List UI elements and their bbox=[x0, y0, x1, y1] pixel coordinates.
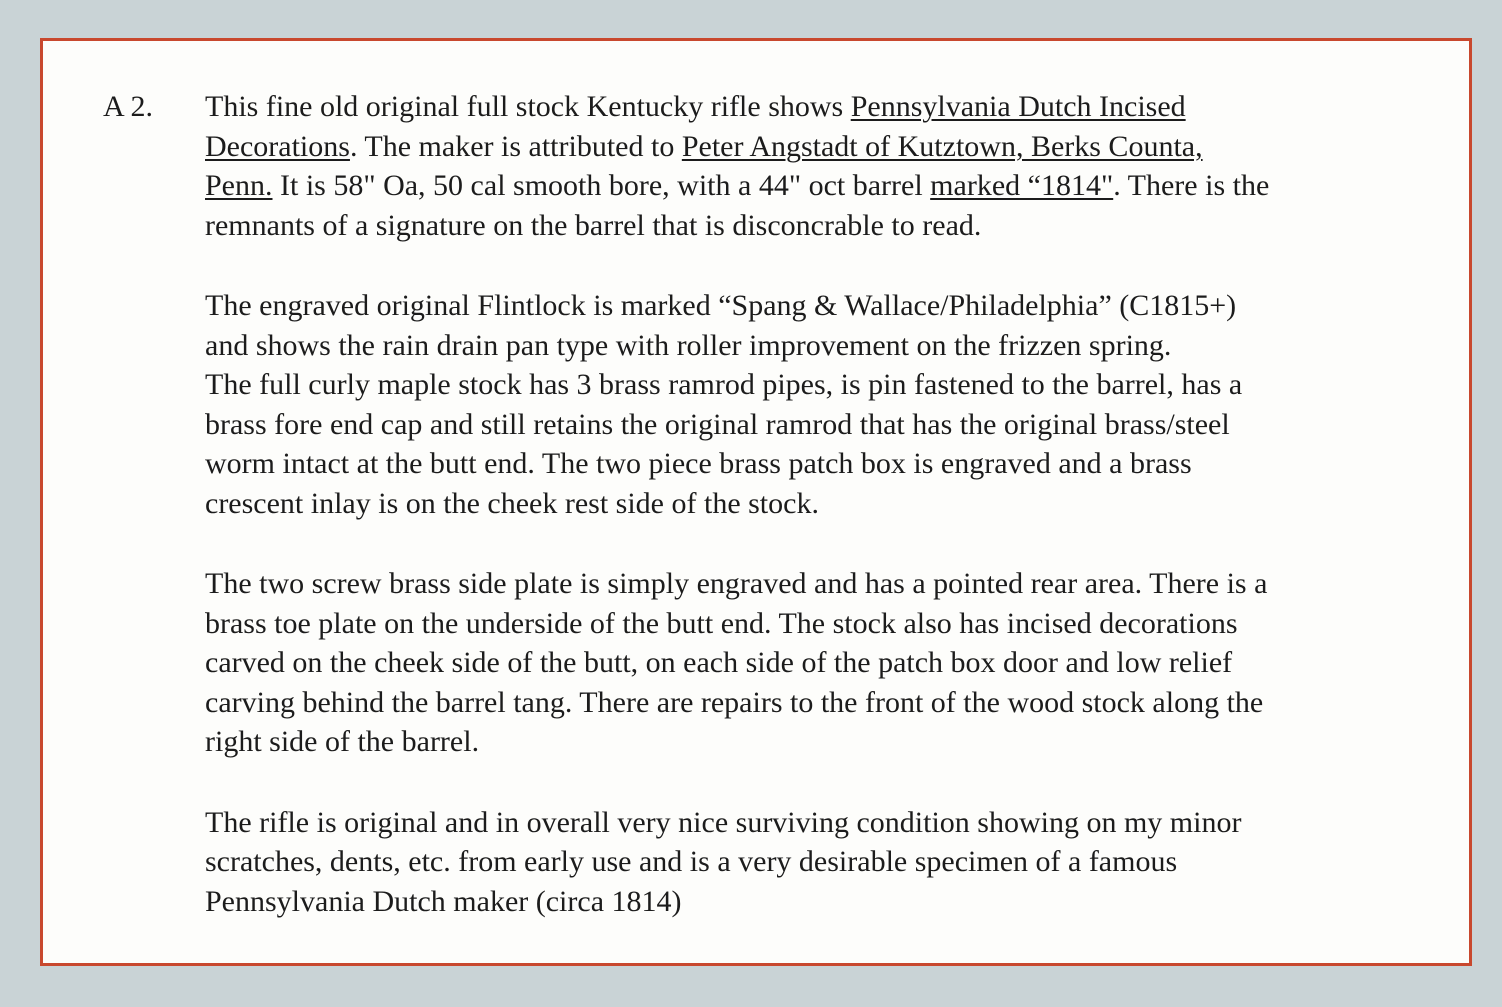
paragraph bbox=[205, 564, 1445, 762]
text-segment: and shows the rain drain pan type with roller improvement on the frizzen spring. bbox=[205, 328, 1172, 362]
text-segment: scratches, dents, etc. from early use and is a very desirable specimen of a famous bbox=[205, 845, 1178, 878]
description-card bbox=[40, 38, 1472, 966]
paragraph bbox=[205, 87, 1445, 245]
text-segment: The full curly maple stock has 3 brass ramrod pipes, is pin fastened to the barrel, has a bbox=[205, 368, 1243, 401]
text-line bbox=[205, 803, 1445, 843]
text-segment: . The maker is attributed to bbox=[349, 129, 682, 163]
text-line bbox=[205, 484, 1445, 524]
text-line bbox=[205, 842, 1445, 882]
text-line bbox=[205, 405, 1445, 445]
text-segment: . There is the bbox=[1113, 169, 1270, 202]
text-line bbox=[205, 286, 1445, 326]
text-line bbox=[205, 87, 1445, 127]
text-line bbox=[205, 365, 1445, 405]
text-line bbox=[205, 643, 1445, 683]
text-line bbox=[205, 604, 1445, 644]
text-segment: This fine old original full stock Kentucky rifle shows bbox=[205, 90, 851, 123]
text-segment: It is 58" Oa, 50 cal smooth bore, with a 44" oct barrel bbox=[272, 169, 931, 202]
text-segment: carving behind the barrel tang. There are repairs to the front of the wood stock along the bbox=[205, 685, 1264, 719]
text-segment: Pennsylvania Dutch maker (circa 1814) bbox=[205, 884, 682, 918]
text-line bbox=[205, 882, 1445, 922]
text-segment: The engraved original Flintlock is marked “Spang & Wallace/Philadelphia” (C1815+) bbox=[205, 289, 1237, 322]
text-segment: remnants of a signature on the barrel that is disconcrable to read. bbox=[205, 208, 982, 242]
text-line bbox=[205, 127, 1445, 167]
text-segment: The two screw brass side plate is simply engraved and has a pointed rear area. There is a bbox=[205, 567, 1268, 600]
text-segment: brass toe plate on the underside of the butt end. The stock also has incised decorations bbox=[205, 606, 1238, 640]
text-line bbox=[205, 683, 1445, 723]
description-text bbox=[205, 87, 1445, 921]
item-number-label: A 2. bbox=[103, 90, 154, 123]
text-line bbox=[205, 564, 1445, 604]
underlined-text: marked “1814" bbox=[930, 169, 1114, 202]
text-segment: The rifle is original and in overall very nice surviving condition showing on my minor bbox=[205, 805, 1242, 839]
text-line bbox=[205, 326, 1445, 366]
underlined-text: Peter Angstadt of Kutztown, Berks Counta, bbox=[681, 129, 1203, 163]
text-segment: brass fore end cap and still retains the original ramrod that has the original brass/steel bbox=[205, 407, 1230, 441]
text-segment: carved on the cheek side of the butt, on each side of the patch box door and low relief bbox=[205, 646, 1233, 679]
underlined-text: Decorations bbox=[205, 129, 350, 163]
text-line bbox=[205, 722, 1445, 762]
paragraph bbox=[205, 803, 1445, 922]
text-segment: crescent inlay is on the cheek rest side of the stock. bbox=[205, 486, 819, 520]
underlined-text: Pennsylvania Dutch Incised bbox=[850, 90, 1186, 123]
text-segment: worm intact at the butt end. The two piece brass patch box is engraved and a brass bbox=[205, 447, 1192, 480]
text-line bbox=[205, 166, 1445, 206]
underlined-text: Penn. bbox=[205, 169, 273, 202]
text-segment: right side of the barrel. bbox=[205, 725, 480, 758]
text-line bbox=[205, 444, 1445, 484]
paragraph bbox=[205, 286, 1445, 523]
text-line bbox=[205, 206, 1445, 246]
